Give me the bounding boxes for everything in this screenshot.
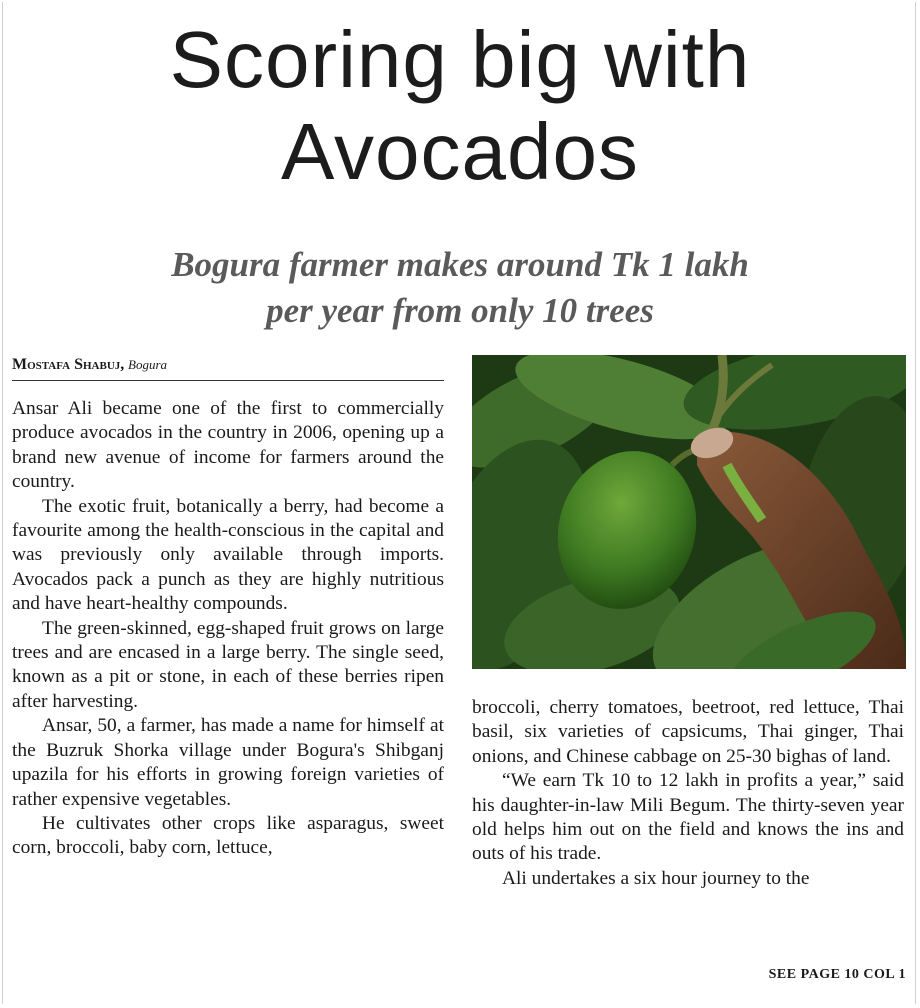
paragraph: He cultivates other crops like asparagus, sweet corn, broccoli, baby corn, lettuce, bbox=[12, 812, 444, 859]
article-column-right bbox=[472, 696, 904, 891]
byline-location: Bogura bbox=[128, 357, 168, 372]
subhead-line-1: Bogura farmer makes around Tk 1 lakh bbox=[171, 245, 749, 284]
article-column-left bbox=[12, 397, 444, 861]
paragraph: The green-skinned, egg-shaped fruit grows on large trees and are encased in a large berry. The single seed, known as a pit or stone, in each of these berries ripen after harvesting. bbox=[12, 617, 444, 712]
paragraph: Ansar, 50, a farmer, has made a name for himself at the Buzruk Shorka village under Bogura's Shibganj upazila for his efforts in growing foreign varieties of rather expensive vegetables. bbox=[12, 715, 444, 810]
headline-line-2: Avocados bbox=[281, 107, 639, 196]
paragraph: “We earn Tk 10 to 12 lakh in profits a year,” said his daughter-in-law Mili Begum. The thirty-seven year old helps him out on the field and knows the ins and outs of his trade. bbox=[472, 770, 904, 865]
paragraph: Ali undertakes a six hour journey to the bbox=[502, 867, 810, 889]
continuation-note: SEE PAGE 10 COL 1 bbox=[768, 967, 906, 982]
avocado-photo bbox=[472, 355, 906, 669]
headline bbox=[0, 14, 920, 198]
subhead-line-2: per year from only 10 trees bbox=[266, 291, 654, 330]
subheadline bbox=[0, 242, 920, 334]
headline-line-1: Scoring big with bbox=[169, 15, 751, 104]
avocado-photo-illustration bbox=[472, 355, 906, 669]
byline bbox=[12, 354, 444, 381]
paragraph: broccoli, cherry tomatoes, beetroot, red lettuce, Thai basil, six varieties of capsicums, Thai ginger, Thai onions, and Chinese cabbage on 25-30 bighas of land. bbox=[472, 697, 904, 767]
byline-author: Mostafa Shabuj, bbox=[12, 356, 125, 373]
paragraph: The exotic fruit, botanically a berry, had become a favourite among the health-conscious in the capital and was previously only available through imports. Avocados pack a punch as they are highly nutritious and have heart-healthy compounds. bbox=[12, 495, 444, 615]
paragraph: Ansar Ali became one of the first to commercially produce avocados in the country in 2006, opening up a brand new avenue of income for farmers around the country. bbox=[12, 398, 444, 493]
